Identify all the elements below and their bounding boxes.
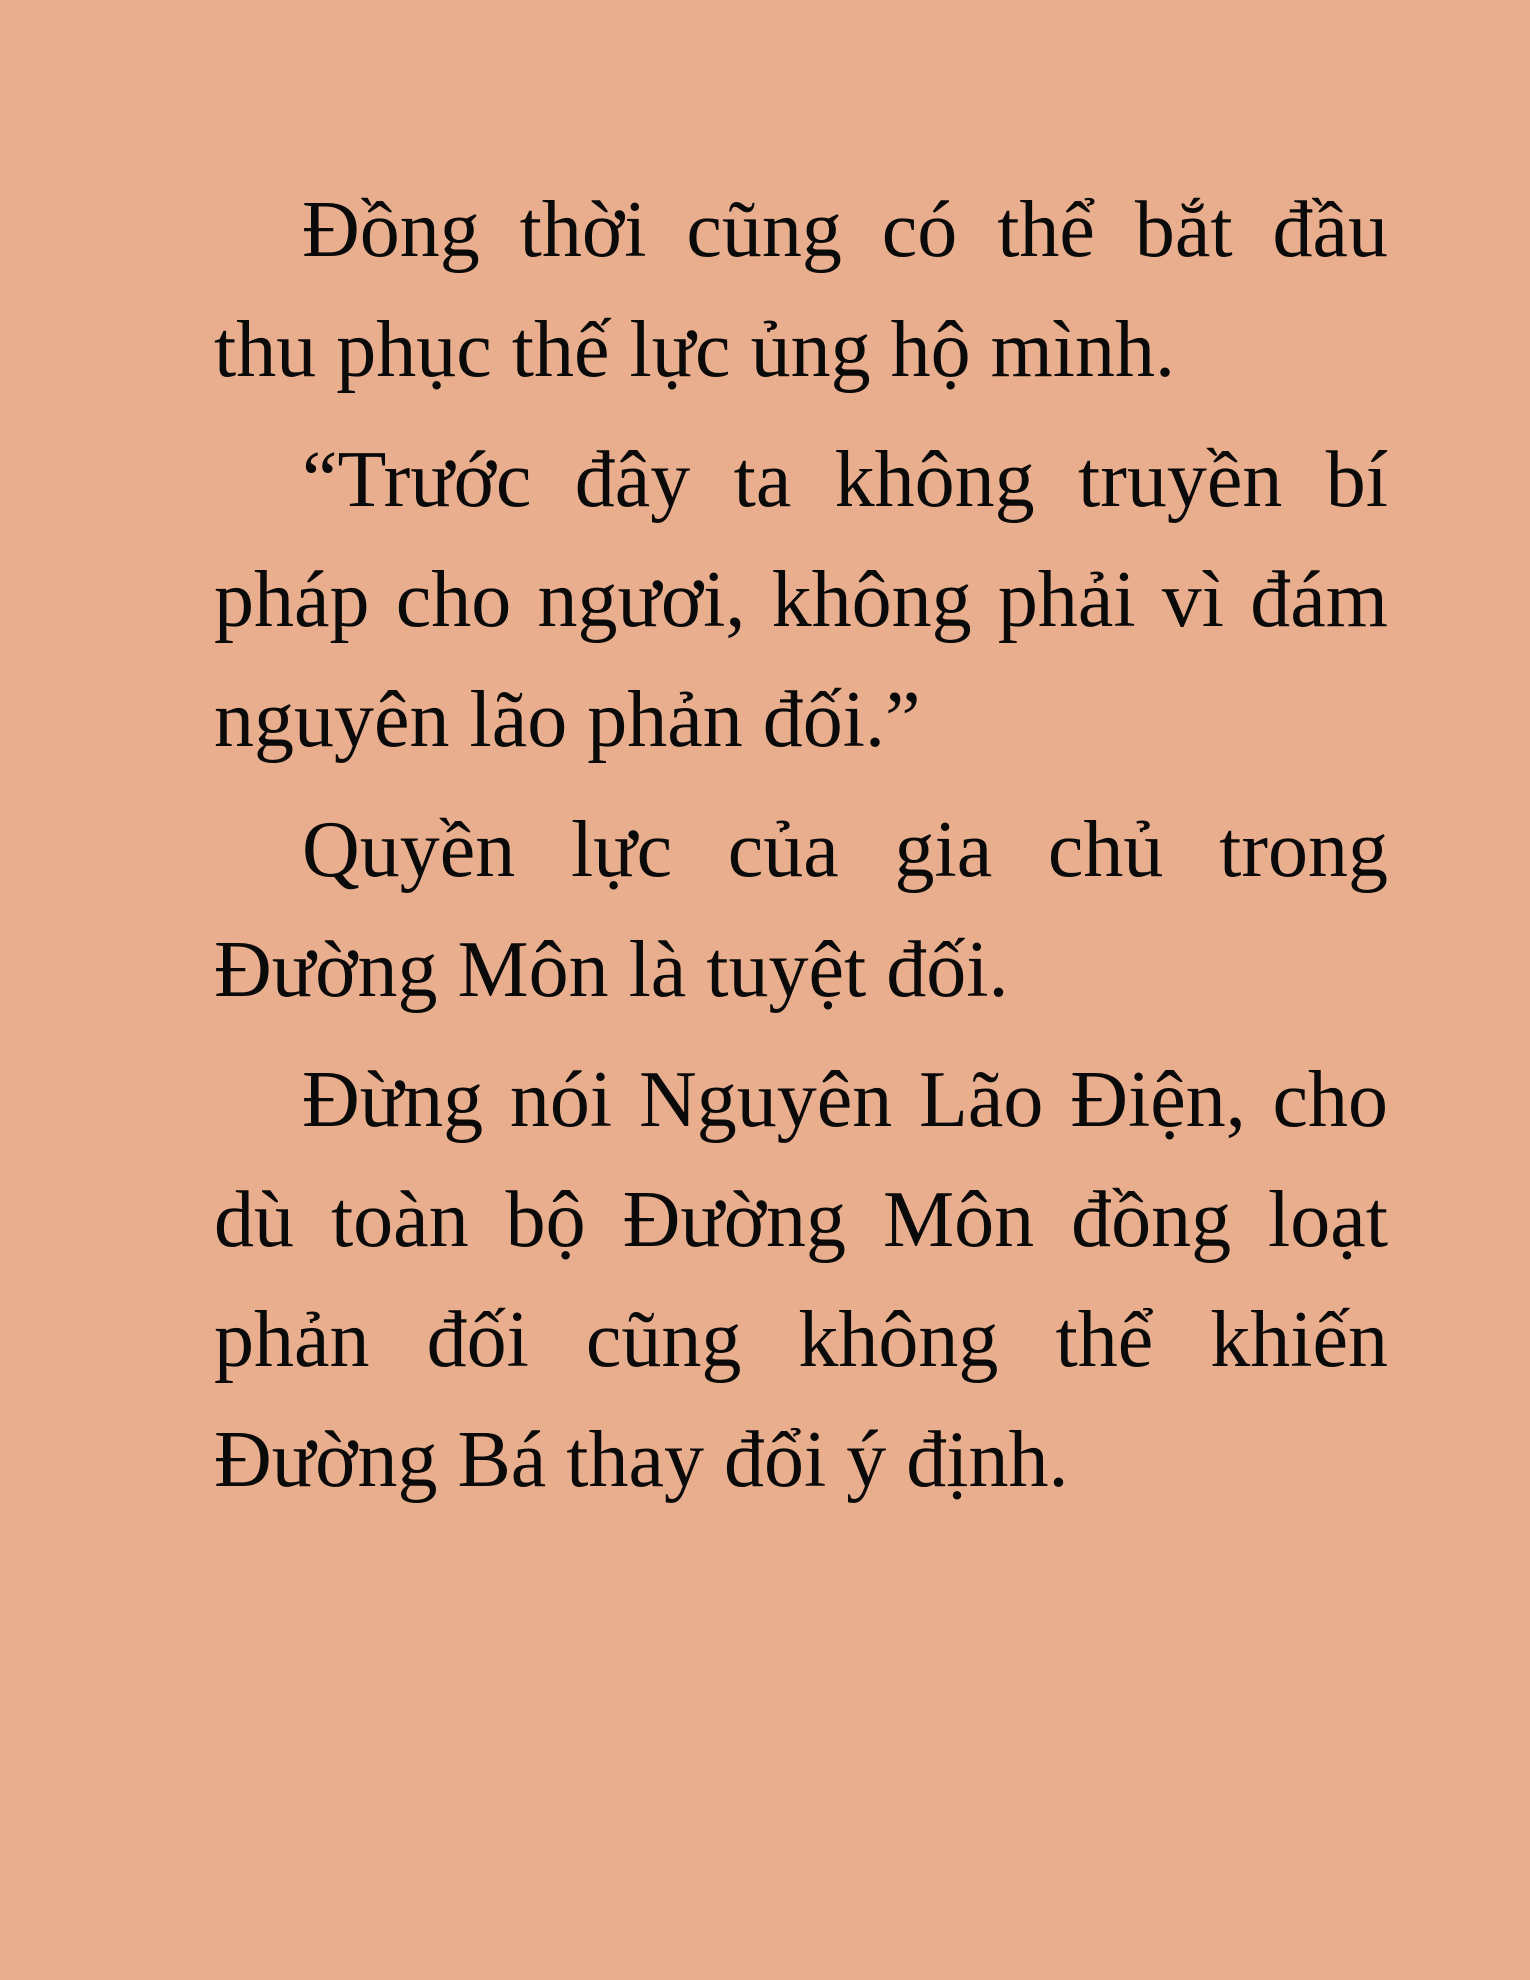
body-text [214, 170, 1388, 1520]
paragraph-4: Đừng nói Nguyên Lão Điện, cho dù toàn bộ Đường Môn đồng loạt phản đối cũng không thể khiến Đường Bá thay đổi ý định. [214, 1056, 1388, 1504]
paragraph-2: “Trước đây ta không truyền bí pháp cho ngươi, không phải vì đám nguyên lão phản đối.” [214, 436, 1388, 764]
paragraph-1: Đồng thời cũng có thể bắt đầu thu phục thế lực ủng hộ mình. [214, 186, 1388, 394]
paragraph-3: Quyền lực của gia chủ trong Đường Môn là tuyệt đối. [214, 806, 1388, 1014]
